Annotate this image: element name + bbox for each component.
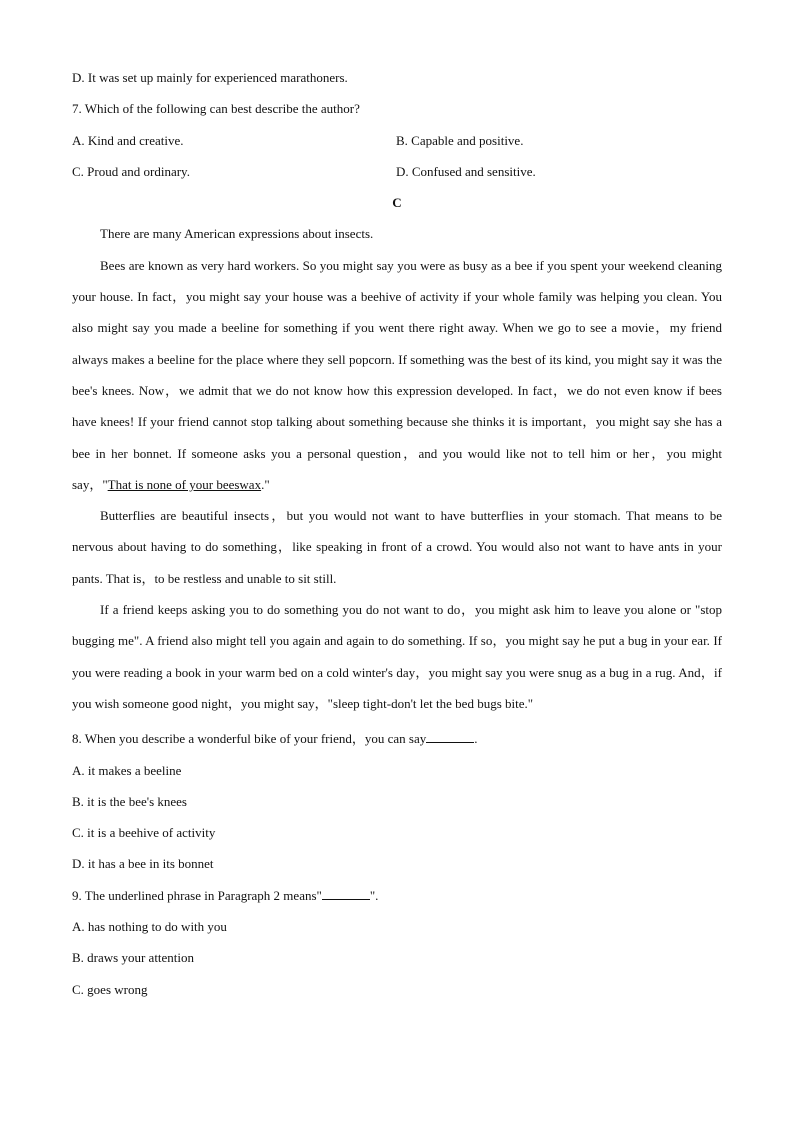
q6-option-d: D. It was set up mainly for experienced marathoners. xyxy=(72,70,348,85)
q9-question-end: ". xyxy=(369,887,379,903)
passage-paragraph-3: Butterflies are beautiful insects，but you would not want to have butterflies in your stomach. That means to be nervous about having to do something，like speaking in front of a crowd. You would also not want to have ants in your pants. That is，to be restless and unable to sit still. xyxy=(72,508,722,586)
answer-blank xyxy=(426,731,474,743)
q7-option-c: C. Proud and ordinary. xyxy=(72,163,190,179)
q9-question xyxy=(72,880,722,911)
q8-option-d: D. it has a bee in its bonnet xyxy=(72,856,214,872)
passage-paragraph-1: There are many American expressions about insects. xyxy=(100,226,374,242)
q8-option-a: A. it makes a beeline xyxy=(72,762,182,778)
answer-blank xyxy=(322,888,370,900)
q8-option-b: B. it is the bee's knees xyxy=(72,793,187,809)
q8-option-c: C. it is a beehive of activity xyxy=(72,825,216,841)
q7-options-row-2 xyxy=(72,156,722,187)
q7-option-d: D. Confused and sensitive. xyxy=(396,163,536,179)
q7-option-a: A. Kind and creative. xyxy=(72,132,184,148)
paragraph-2-end: ." xyxy=(261,476,270,492)
q7-options-row-1 xyxy=(72,125,722,156)
q7-question: 7. Which of the following can best describe the author? xyxy=(72,101,360,117)
q8-question-end: . xyxy=(474,731,478,747)
q8-question xyxy=(72,723,722,754)
exam-page xyxy=(72,62,722,1005)
q9-option-b: B. draws your attention xyxy=(72,950,195,966)
q9-option-c: C. goes wrong xyxy=(72,981,148,997)
passage-paragraph-4: If a friend keeps asking you to do something you do not want to do，you might ask him to leave you alone or "stop bugging me". A friend also might tell you again and again to do something. If so，you might say he put a bug in your ear. If you were reading a book in your warm bed on a cold winter's day，you might say you were snug as a bug in a rug. And，if you wish someone good night，you might say，"sleep tight-don't let the bed bugs bite." xyxy=(72,602,722,711)
q8-question-text: 8. When you describe a wonderful bike of your friend，you can say xyxy=(72,731,427,747)
section-heading: C xyxy=(392,195,402,211)
q9-question-text: 9. The underlined phrase in Paragraph 2 means" xyxy=(72,887,322,903)
q9-option-a: A. has nothing to do with you xyxy=(72,919,227,935)
passage-paragraph-2 xyxy=(72,250,722,500)
paragraph-2-text: Bees are known as very hard workers. So you might say you were as busy as a bee if you spent your weekend cleaning your house. In fact，you might say your house was a beehive of activity if your whole family was helping you clean. You also might say you made a beeline for something if you went there right away. When we go to see a movie，my friend always makes a beeline for the place where they sell popcorn. If something was the best of its kind, you might say it was the bee's knees. Now，we admit that we do not know how this expression developed. In fact，we do not even know if bees have knees! If your friend cannot stop talking about something because she thinks it is important，you might say she has a bee in her bonnet. If someone asks you a personal question，and you would like not to tell him or her，you might say，" xyxy=(72,257,722,492)
q7-option-b: B. Capable and positive. xyxy=(396,132,524,148)
underlined-phrase: That is none of your beeswax xyxy=(107,476,262,492)
